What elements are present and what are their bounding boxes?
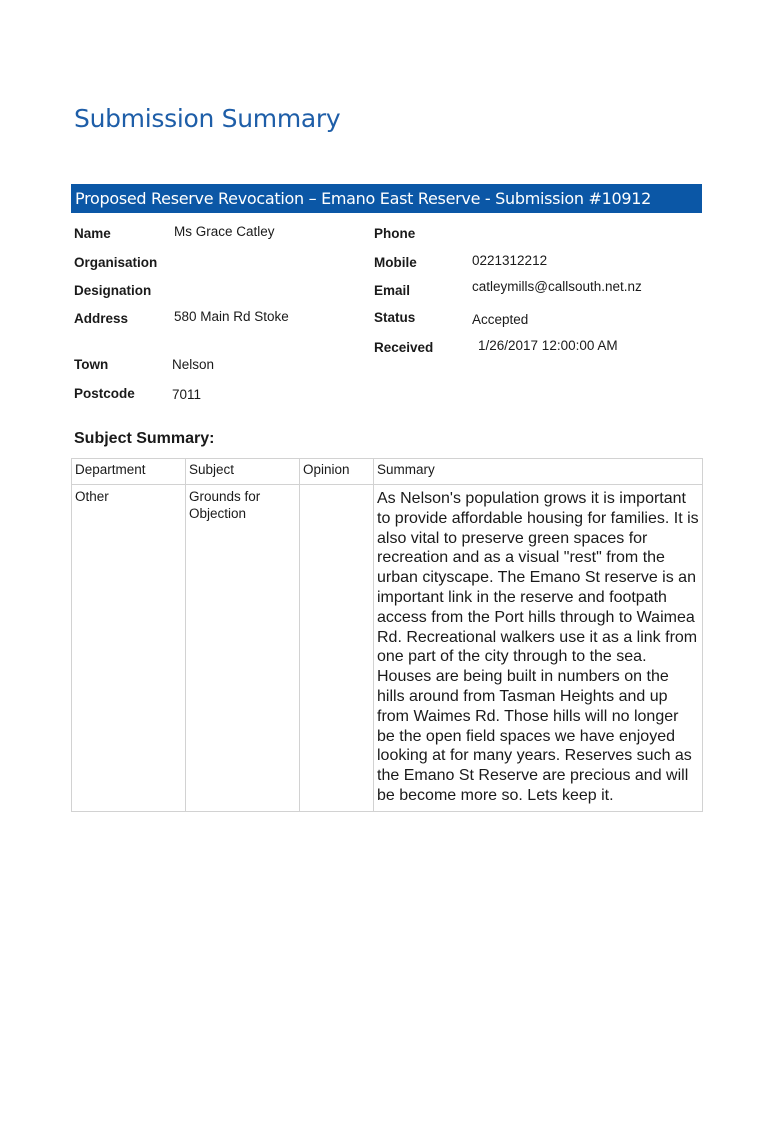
table-row [72, 485, 703, 812]
name-label: Name [74, 226, 111, 241]
received-value: 1/26/2017 12:00:00 AM [478, 338, 618, 353]
submission-banner: Proposed Reserve Revocation – Emano East Reserve - Submission #10912 [71, 184, 702, 213]
designation-label: Designation [74, 283, 152, 298]
town-label: Town [74, 357, 109, 372]
page-title: Submission Summary [74, 104, 341, 133]
postcode-value: 7011 [172, 387, 202, 402]
mobile-label: Mobile [374, 255, 417, 270]
department-cell: Other [72, 485, 186, 812]
status-label: Status [374, 310, 416, 325]
opinion-cell [300, 485, 374, 812]
address-label: Address [74, 311, 129, 326]
status-value: Accepted [472, 312, 529, 327]
received-label: Received [374, 340, 434, 355]
subject-summary-table [71, 458, 703, 812]
column-header-summary: Summary [374, 459, 703, 485]
email-label: Email [374, 283, 411, 298]
table-header-row [72, 459, 703, 485]
column-header-opinion: Opinion [300, 459, 374, 485]
postcode-label: Postcode [74, 386, 135, 401]
column-header-subject: Subject [186, 459, 300, 485]
address-value: 580 Main Rd Stoke [174, 309, 289, 324]
column-header-department: Department [72, 459, 186, 485]
organisation-label: Organisation [74, 255, 158, 270]
phone-label: Phone [374, 226, 416, 241]
summary-cell: As Nelson's population grows it is important to provide affordable housing for families. It is also vital to preserve green spaces for recreation and as a visual "rest" from the urban cityscape. The Emano St reserve is an important link in the reserve and footpath access from the Port hills through to Waimea Rd. Recreational walkers use it as a link from one part of the city through to the sea. Houses are being built in numbers on the hills around from Tasman Heights and up from Waimes Rd. Those hills will no longer be the open field spaces we have enjoyed looking at for many years. Reserves such as the Emano St Reserve are precious and will be become more so. Lets keep it. [374, 485, 703, 812]
subject-summary-title: Subject Summary: [74, 430, 215, 447]
mobile-value: 0221312212 [472, 253, 548, 268]
email-value: catleymills@callsouth.net.nz [472, 279, 642, 294]
town-value: Nelson [172, 357, 215, 372]
subject-cell: Grounds for Objection [186, 485, 300, 812]
name-value: Ms Grace Catley [174, 224, 275, 239]
